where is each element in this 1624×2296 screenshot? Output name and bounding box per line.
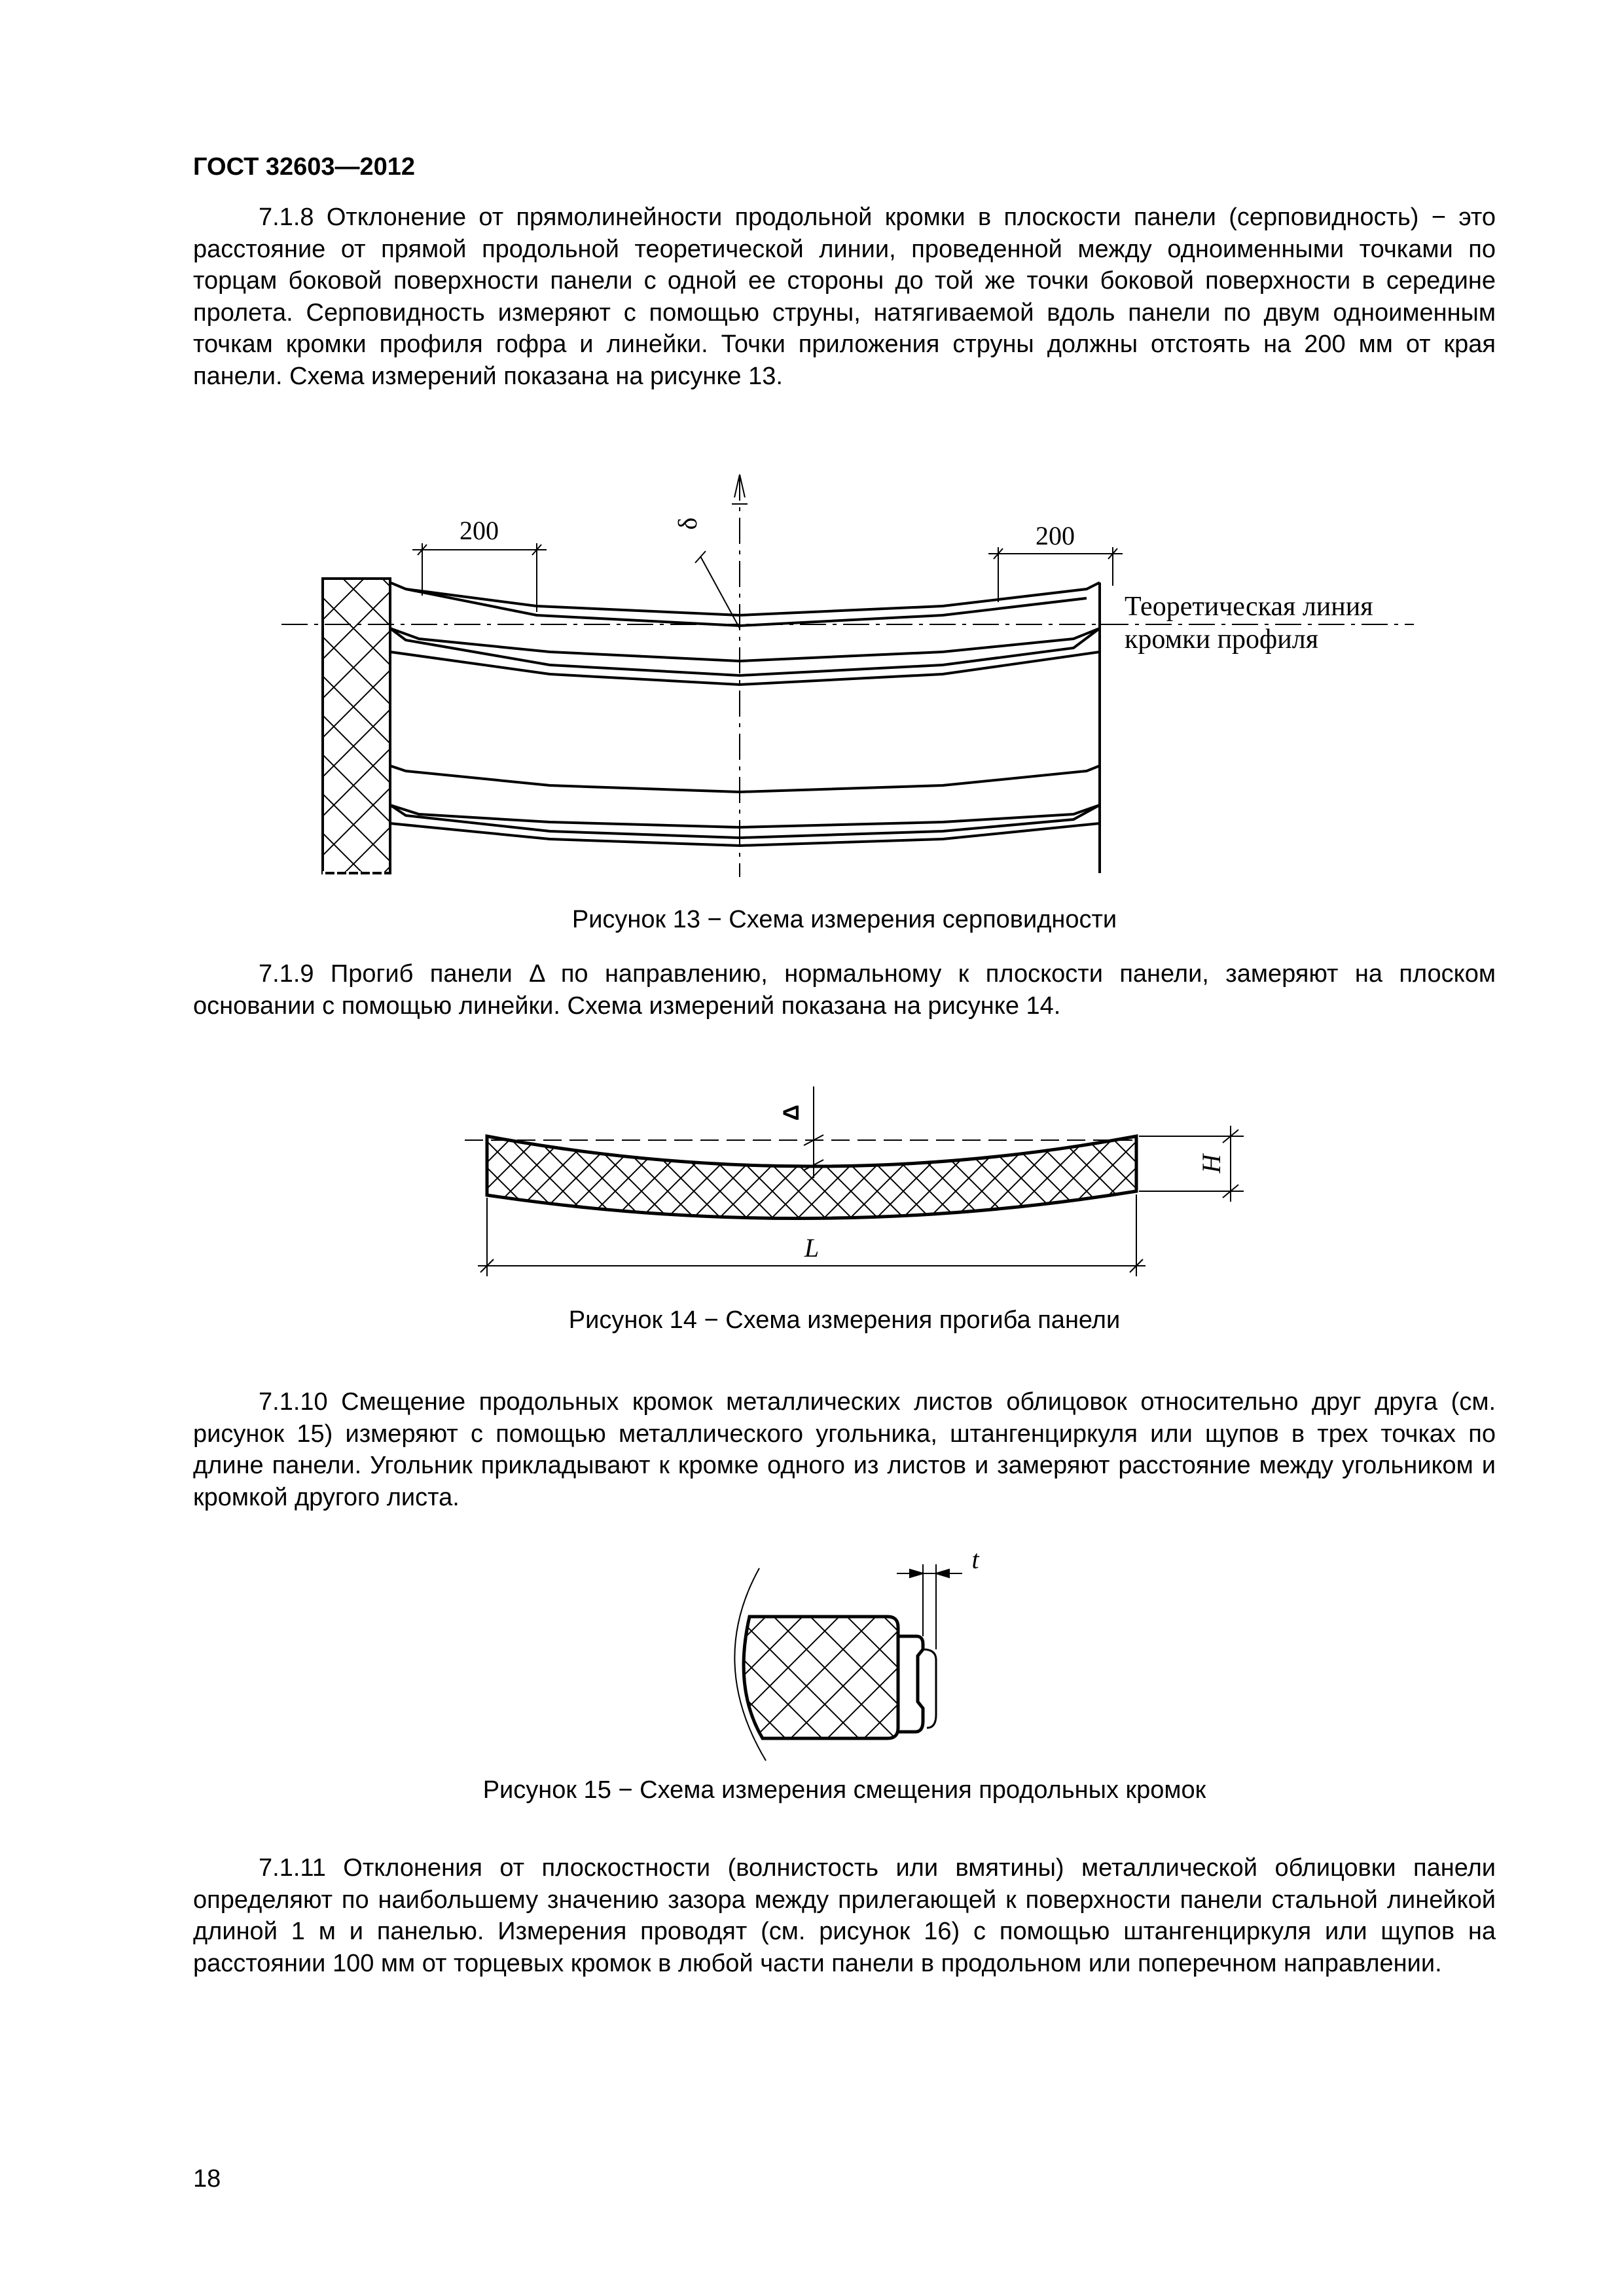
paragraph-7-1-10: 7.1.10 Смещение продольных кромок металлических листов облицовок относительно друг друга (см. рисунок 15) измеряют с помощью металлического угольника, штангенциркуля или щупов в трех точках по длине панели. Угольник прикладывают к кромке одного из листов и замеряют расстояние между угольником и кромкой другого листа. [193,1388,1496,1511]
paragraph-7-1-11: 7.1.11 Отклонения от плоскостности (волнистость или вмятины) металлической облицовки панели определяют по наибольшему значению зазора между прилегающей к поверхности панели стальной линейкой длиной 1 м и панелью. Измерения проводят (см. рисунок 16) с помощью штангенциркуля или щупов на расстоянии 100 мм от торцевых кромок в любой части панели в продольном или поперечном направлении. [193,1854,1496,1977]
delta-label: δ [673,517,702,530]
height-label: H [1197,1154,1226,1174]
theoretical-line-label-2: кромки профиля [1125,624,1319,655]
figure-14-caption: Рисунок 14 − Схема измерения прогиба панели [568,1306,1121,1334]
document-header: ГОСТ 32603—2012 [193,153,416,181]
dimension-200-left-label: 200 [460,516,499,545]
paragraph-7-1-8: 7.1.8 Отклонение от прямолинейности продольной кромки в плоскости панели (серповидность) − это расстояние от прямой продольной теоретической линии, проведенной между одноименными точками по торцам боковой поверхности панели с одной ее стороны до той же точки боковой поверхности в середине пролета. Серповидность измеряют с помощью струны, натягиваемой вдоль панели по двум одноименным точкам кромки профиля гофра и линейки. Точки приложения струны должны отстоять на 200 мм от края панели. Схема измерений показана на рисунке 13. [193,204,1496,390]
page-number: 18 [193,2165,221,2193]
paragraph-7-1-9: 7.1.9 Прогиб панели Δ по направлению, нормальному к плоскости панели, замеряют на плоском основании с помощью линейки. Схема измерений показана на рисунке 14. [193,960,1496,1020]
length-label: L [804,1233,820,1263]
figure-15-caption: Рисунок 15 − Схема измерения смещения продольных кромок [482,1776,1206,1804]
dimension-200-right-label: 200 [1036,521,1075,550]
offset-label: t [971,1545,979,1574]
edge-profile [898,1636,923,1732]
panel-cross-section [744,1617,898,1738]
delta-label-fig14: Δ [779,1104,804,1121]
theoretical-line-label-1: Теоретическая линия [1125,592,1373,622]
figure-13-caption: Рисунок 13 − Схема измерения серповидности [571,906,1117,933]
